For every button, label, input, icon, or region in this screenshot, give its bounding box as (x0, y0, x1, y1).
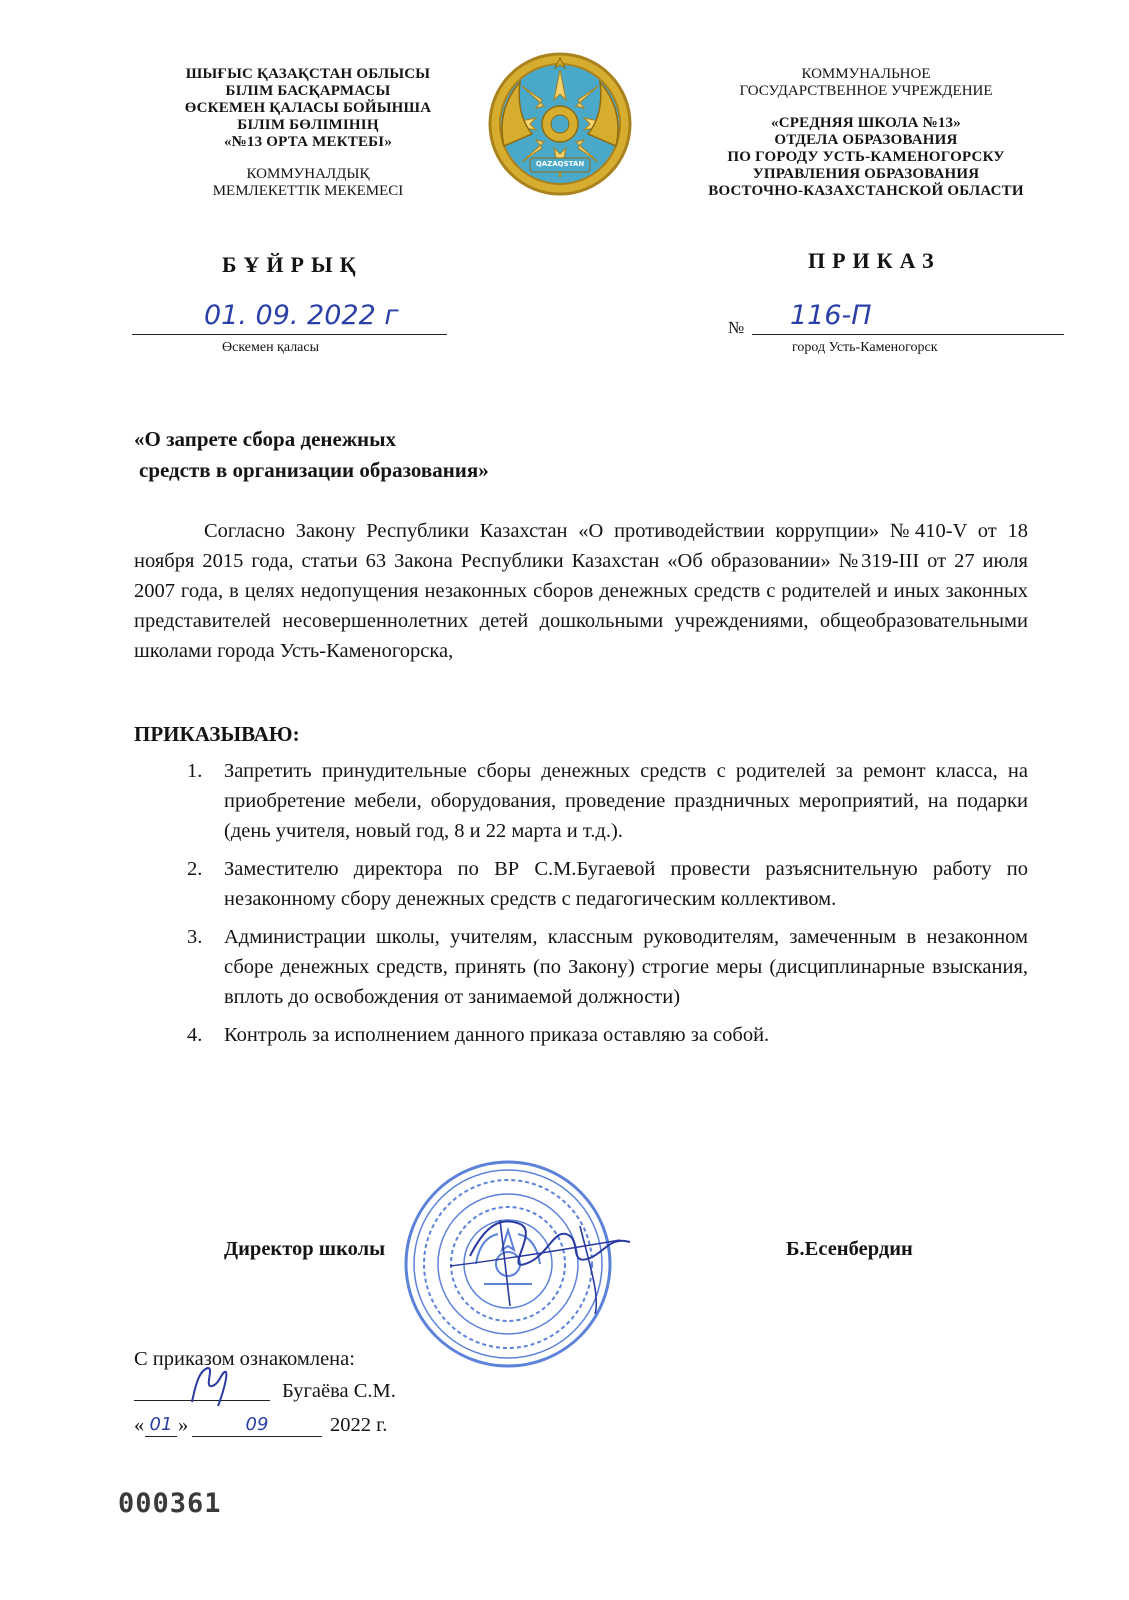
header-right-org-line: ОТДЕЛА ОБРАЗОВАНИЯ (774, 132, 958, 148)
acknowledgement-year: 2022 г. (330, 1414, 388, 1436)
order-keyword: ПРИКАЗЫВАЮ: (134, 722, 300, 746)
acknowledgement-signature-line (134, 1376, 270, 1401)
order-item-number: 1. (187, 760, 203, 782)
header-left-org-line: БІЛІМ БӨЛІМІНІҢ (237, 117, 379, 133)
order-item-text: Заместителю директора по ВР С.М.Бугаевой провести разъяснительную работу по незаконному сбору денежных средств с педагогическим коллективом. (224, 858, 1028, 910)
order-number-handwritten: 116-П (790, 300, 872, 331)
order-item (187, 756, 1028, 846)
order-item-number: 2. (187, 858, 203, 880)
acknowledgement-signature (182, 1362, 242, 1410)
serial-number: 000361 (118, 1488, 222, 1519)
date-quote-close: » (178, 1414, 189, 1436)
order-item (187, 854, 1028, 914)
order-number-line (752, 300, 1064, 335)
order-items (187, 756, 1028, 1050)
doc-type-russian: ПРИКАЗ (808, 248, 941, 273)
acknowledgement-date (134, 1414, 434, 1444)
header-left-type-line: МЕМЛЕКЕТТІК МЕКЕМЕСІ (212, 183, 404, 199)
header-left-org-line: «№13 ОРТА МЕКТЕБІ» (223, 134, 393, 150)
header-left-type-line: КОММУНАЛДЫҚ (246, 166, 370, 182)
header-right-org-line: ВОСТОЧНО-КАЗАХСТАНСКОЙ ОБЛАСТИ (708, 183, 1024, 199)
header-right (660, 66, 1072, 200)
doc-type-kazakh: БҰЙРЫҚ (222, 252, 363, 277)
title-line-2: средств в организации образования» (139, 458, 489, 482)
order-item-text: Запретить принудительные сборы денежных средств с родителей за ремонт класса, на приобретение мебели, оборудования, проведение праздничных мероприятий, на подарки (день учителя, новый год, 8 и 22 марта и т.д.). (224, 760, 1028, 842)
header-left-org-line: ШЫҒЫС ҚАЗАҚСТАН ОБЛЫСЫ (185, 66, 431, 82)
header-left-org-line: ӨСКЕМЕН ҚАЛАСЫ БОЙЫНША (184, 100, 432, 116)
header-right-type-line: ГОСУДАРСТВЕННОЕ УЧРЕЖДЕНИЕ (739, 83, 993, 99)
state-emblem (486, 50, 634, 198)
title-line-1: «О запрете сбора денежных (134, 427, 397, 451)
acknowledgement-day: 01 (145, 1414, 177, 1437)
order-item-text: Администрации школы, учителям, классным руководителям, замеченным в незаконном сборе денежных средств, принять (по Закону) строгие меры (дисциплинарные взыскания, вплоть до освобождения от занимаемой должности) (224, 926, 1028, 1008)
order-item (187, 1020, 1028, 1050)
preamble-paragraph: Согласно Закону Республики Казахстан «О противодействии коррупции» №410-V от 18 ноября 2015 года, статьи 63 Закона Республики Казахстан «Об образовании» №319-III от 27 июля 2007 года, в целях недопущения незаконных сборов денежных средств с родителей и иных законных представителей несовершеннолетних детей дошкольными учреждениями, общеобразовательными школами города Усть-Каменогорска, (134, 520, 1028, 662)
signatory-name: Б.Есенбердин (786, 1238, 913, 1260)
order-item-number: 3. (187, 926, 203, 948)
acknowledgement-name: Бугаёва С.М. (282, 1380, 396, 1402)
city-russian: город Усть-Каменогорск (792, 340, 938, 355)
order-number-label: № (728, 318, 745, 337)
header-right-org-line: УПРАВЛЕНИЯ ОБРАЗОВАНИЯ (752, 166, 980, 182)
emblem-icon (486, 50, 634, 198)
order-item (187, 922, 1028, 1012)
header-left-org-line: БІЛІМ БАСҚАРМАСЫ (225, 83, 391, 99)
date-quote-open: « (134, 1414, 145, 1436)
order-item-number: 4. (187, 1024, 203, 1046)
signatory-position: Директор школы (224, 1238, 386, 1260)
header-right-org-line: ПО ГОРОДУ УСТЬ-КАМЕНОГОРСКУ (727, 149, 1005, 165)
order-item-text: Контроль за исполнением данного приказа оставляю за собой. (224, 1024, 770, 1046)
header-right-type-line: КОММУНАЛЬНОЕ (801, 66, 931, 82)
header-right-org-line: «СРЕДНЯЯ ШКОЛА №13» (771, 115, 961, 131)
date-handwritten: 01. 09. 2022 г (204, 300, 399, 331)
acknowledgement-month: 09 (192, 1414, 322, 1437)
date-line (132, 300, 447, 335)
director-signature (430, 1196, 640, 1326)
acknowledgement-label: С приказом ознакомлена: (134, 1348, 355, 1370)
document-title (134, 424, 489, 486)
header-left (138, 66, 478, 200)
emblem-label: QAZAQSTAN (535, 160, 585, 168)
city-kazakh: Өскемен қаласы (222, 340, 320, 355)
